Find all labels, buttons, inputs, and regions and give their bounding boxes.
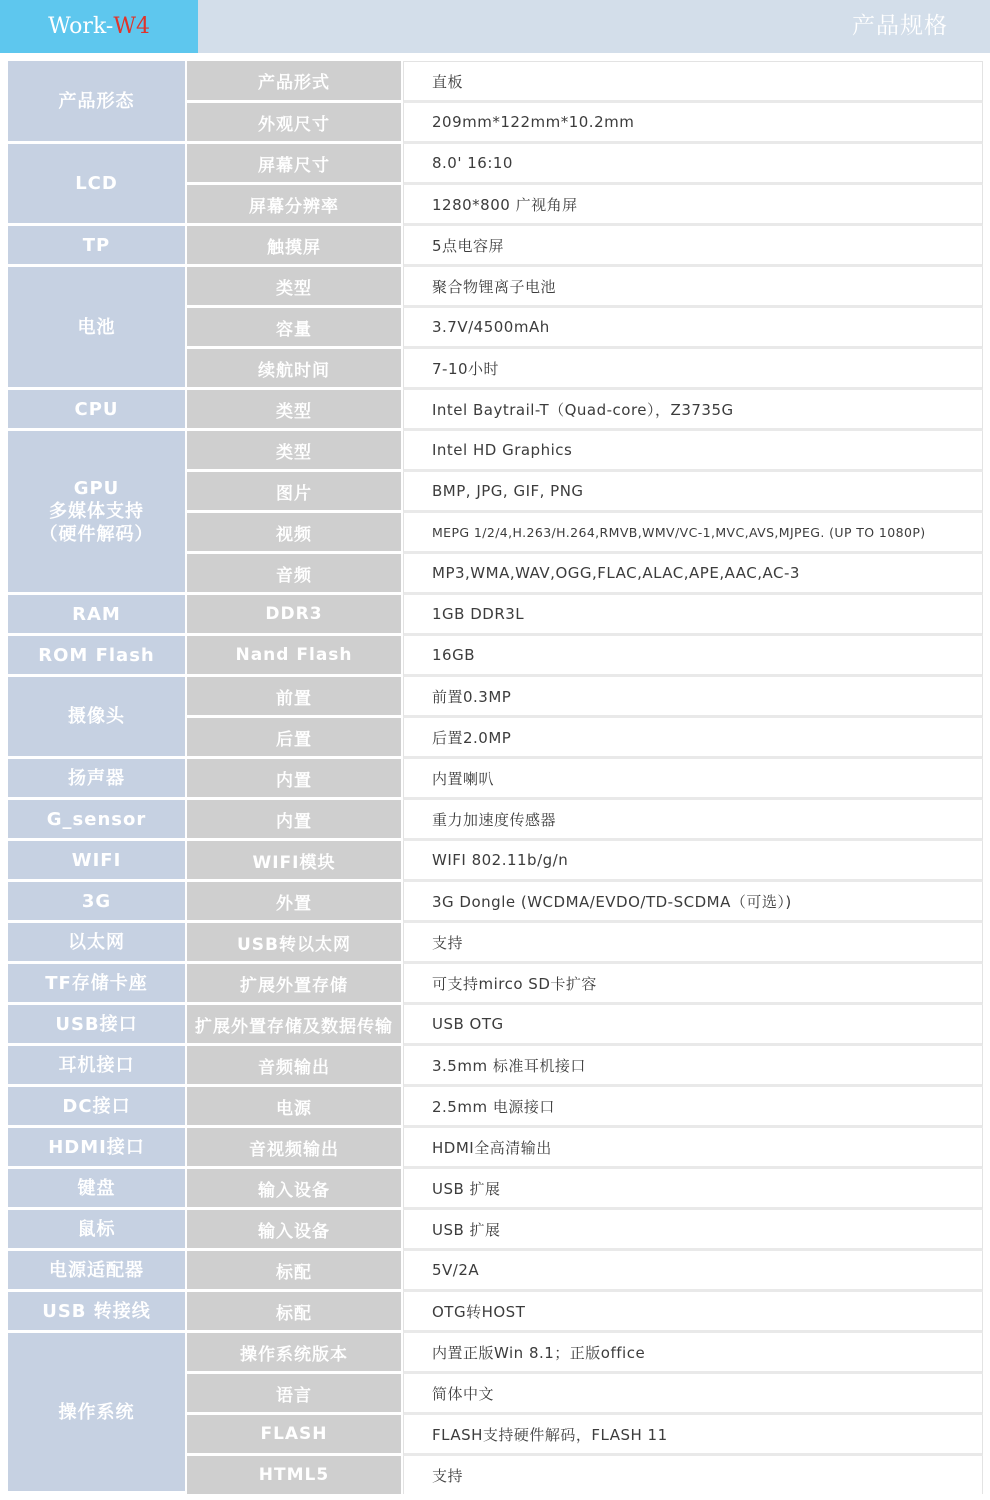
spec-row: [8, 964, 983, 1005]
spec-category-label: 键盘: [77, 1177, 116, 1199]
spec-category-label: 多媒体支持: [49, 501, 144, 522]
spec-item-value: Intel HD Graphics: [403, 431, 983, 472]
spec-item-value: 16GB: [403, 636, 983, 677]
spec-category-label: TP: [82, 234, 111, 256]
spec-item-value: USB 扩展: [403, 1210, 983, 1251]
spec-row: [8, 595, 983, 636]
spec-item-value: 1280*800 广视角屏: [403, 185, 983, 226]
spec-category-label: 电池: [77, 316, 116, 338]
spec-item-label: 语言: [187, 1374, 403, 1415]
spec-category-label: 电源适配器: [49, 1259, 144, 1281]
spec-item-label: 屏幕尺寸: [187, 144, 403, 185]
spec-item-value: FLASH支持硬件解码，FLASH 11: [403, 1415, 983, 1456]
spec-category: [8, 923, 187, 964]
spec-category-label: 摄像头: [68, 706, 125, 727]
spec-category-label: LCD: [75, 173, 118, 194]
spec-row: [8, 1046, 983, 1087]
spec-category: [8, 1005, 187, 1046]
spec-item-label: 类型: [187, 267, 403, 308]
spec-row: [8, 636, 983, 677]
spec-category-label: GPU: [73, 478, 120, 499]
spec-table-body: [8, 61, 983, 1494]
spec-category-label: USB 转接线: [42, 1300, 151, 1322]
spec-category-label: 耳机接口: [58, 1054, 135, 1076]
spec-item-value: 直板: [403, 61, 983, 103]
spec-category-label: 3G: [81, 890, 112, 912]
spec-item-value: 重力加速度传感器: [403, 800, 983, 841]
spec-row: [8, 1251, 983, 1292]
spec-item-label: 电源: [187, 1087, 403, 1128]
spec-category-label: CPU: [74, 398, 119, 420]
spec-item-label: 后置: [187, 718, 403, 759]
spec-row: [8, 1333, 983, 1374]
spec-category-label: 以太网: [68, 931, 125, 953]
spec-category-label: RAM: [72, 603, 121, 625]
model-prefix: Work-: [48, 14, 114, 39]
spec-category: [8, 1292, 187, 1333]
model-suffix: W4: [113, 14, 150, 39]
spec-item-label: 屏幕分辨率: [187, 185, 403, 226]
spec-item-label: 内置: [187, 759, 403, 800]
spec-item-label: 外观尺寸: [187, 103, 403, 144]
spec-category-label: DC接口: [62, 1095, 131, 1117]
spec-item-label: USB转以太网: [187, 923, 403, 964]
spec-category-label: （硬件解码）: [39, 524, 154, 545]
spec-category: [8, 1333, 187, 1494]
spec-category: [8, 1128, 187, 1169]
spec-category: [8, 882, 187, 923]
spec-category: [8, 1210, 187, 1251]
spec-item-value: 5点电容屏: [403, 226, 983, 267]
spec-category-label: HDMI接口: [48, 1136, 145, 1158]
spec-item-value: 3.5mm 标准耳机接口: [403, 1046, 983, 1087]
spec-item-value: MP3,WMA,WAV,OGG,FLAC,ALAC,APE,AAC,AC-3: [403, 554, 983, 595]
spec-item-label: 音频: [187, 554, 403, 595]
spec-item-value: 209mm*122mm*10.2mm: [403, 103, 983, 144]
spec-item-value: 1GB DDR3L: [403, 595, 983, 636]
spec-category: [8, 964, 187, 1005]
spec-row: [8, 841, 983, 882]
spec-item-label: 续航时间: [187, 349, 403, 390]
spec-item-value: 可支持mirco SD卡扩容: [403, 964, 983, 1005]
spec-item-label: 输入设备: [187, 1210, 403, 1251]
spec-item-label: 输入设备: [187, 1169, 403, 1210]
spec-row: [8, 1128, 983, 1169]
spec-item-label: FLASH: [187, 1415, 403, 1456]
spec-category: [8, 61, 187, 144]
spec-item-value: 后置2.0MP: [403, 718, 983, 759]
spec-category: [8, 800, 187, 841]
spec-item-value: BMP, JPG, GIF, PNG: [403, 472, 983, 513]
spec-row: [8, 144, 983, 185]
spec-category-label: 操作系统: [58, 1401, 135, 1423]
spec-item-label: 标配: [187, 1251, 403, 1292]
spec-item-label: 外置: [187, 882, 403, 923]
spec-category: [8, 1251, 187, 1292]
spec-item-label: 扩展外置存储及数据传输: [187, 1005, 403, 1046]
spec-row: [8, 759, 983, 800]
spec-row: [8, 1087, 983, 1128]
spec-category-label: 鼠标: [77, 1218, 116, 1240]
spec-category-label: 产品形态: [58, 90, 135, 112]
spec-category-label: G_sensor: [46, 808, 147, 830]
spec-row: [8, 431, 983, 472]
spec-item-label: 产品形式: [187, 61, 403, 103]
spec-row: [8, 226, 983, 267]
spec-item-label: 音视频输出: [187, 1128, 403, 1169]
spec-category: [8, 759, 187, 800]
spec-category-label: WIFI: [71, 849, 122, 871]
spec-category: [8, 267, 187, 390]
model-tab: [0, 0, 198, 53]
spec-row: [8, 1169, 983, 1210]
spec-row: [8, 390, 983, 431]
spec-item-value: 3G Dongle (WCDMA/EVDO/TD-SCDMA（可选）): [403, 882, 983, 923]
spec-table: [8, 61, 983, 1494]
spec-row: [8, 923, 983, 964]
spec-item-label: 视频: [187, 513, 403, 554]
spec-item-value: 7-10小时: [403, 349, 983, 390]
spec-category: [8, 144, 187, 226]
page-title: 产品规格: [852, 13, 948, 39]
spec-category: [8, 1169, 187, 1210]
spec-row: [8, 1292, 983, 1333]
spec-item-label: 内置: [187, 800, 403, 841]
spec-item-label: HTML5: [187, 1456, 403, 1494]
spec-item-label: 类型: [187, 390, 403, 431]
spec-item-value: 5V/2A: [403, 1251, 983, 1292]
spec-category: [8, 226, 187, 267]
spec-item-value: USB 扩展: [403, 1169, 983, 1210]
spec-item-value: MEPG 1/2/4,H.263/H.264,RMVB,WMV/VC-1,MVC,AVS,MJPEG. (UP TO 1080P): [403, 513, 983, 554]
spec-item-value: 支持: [403, 1456, 983, 1494]
spec-item-value: Intel Baytrail-T（Quad-core），Z3735G: [403, 390, 983, 431]
spec-item-label: 扩展外置存储: [187, 964, 403, 1005]
spec-item-value: 简体中文: [403, 1374, 983, 1415]
spec-item-value: 3.7V/4500mAh: [403, 308, 983, 349]
spec-item-label: WIFI模块: [187, 841, 403, 882]
spec-category: [8, 390, 187, 431]
spec-row: [8, 677, 983, 718]
spec-row: [8, 1005, 983, 1046]
spec-row: [8, 1210, 983, 1251]
spec-category: [8, 636, 187, 677]
spec-item-value: OTG转HOST: [403, 1292, 983, 1333]
spec-item-label: 音频输出: [187, 1046, 403, 1087]
spec-item-label: 类型: [187, 431, 403, 472]
spec-item-value: 前置0.3MP: [403, 677, 983, 718]
spec-row: [8, 267, 983, 308]
spec-category: [8, 595, 187, 636]
spec-category: [8, 1046, 187, 1087]
spec-item-label: 标配: [187, 1292, 403, 1333]
spec-category: [8, 677, 187, 759]
spec-row: [8, 800, 983, 841]
spec-category-label: ROM Flash: [38, 644, 155, 666]
spec-category: [8, 431, 187, 595]
spec-item-label: 触摸屏: [187, 226, 403, 267]
spec-item-label: 前置: [187, 677, 403, 718]
spec-row: [8, 61, 983, 103]
spec-item-value: 聚合物锂离子电池: [403, 267, 983, 308]
spec-item-value: 2.5mm 电源接口: [403, 1087, 983, 1128]
spec-category: [8, 841, 187, 882]
spec-item-value: WIFI 802.11b/g/n: [403, 841, 983, 882]
spec-item-label: Nand Flash: [187, 636, 403, 677]
spec-category-label: 扬声器: [68, 767, 125, 789]
spec-category: [8, 1087, 187, 1128]
spec-item-value: 8.0' 16:10: [403, 144, 983, 185]
spec-item-value: HDMI全高清输出: [403, 1128, 983, 1169]
spec-item-label: 容量: [187, 308, 403, 349]
spec-item-value: 支持: [403, 923, 983, 964]
spec-item-label: DDR3: [187, 595, 403, 636]
spec-item-value: 内置喇叭: [403, 759, 983, 800]
page-header: [0, 0, 990, 53]
spec-category-label: TF存储卡座: [45, 972, 148, 994]
spec-item-value: USB OTG: [403, 1005, 983, 1046]
spec-row: [8, 882, 983, 923]
spec-item-label: 图片: [187, 472, 403, 513]
spec-item-label: 操作系统版本: [187, 1333, 403, 1374]
spec-item-value: 内置正版Win 8.1；正版office: [403, 1333, 983, 1374]
spec-category-label: USB接口: [55, 1013, 138, 1035]
